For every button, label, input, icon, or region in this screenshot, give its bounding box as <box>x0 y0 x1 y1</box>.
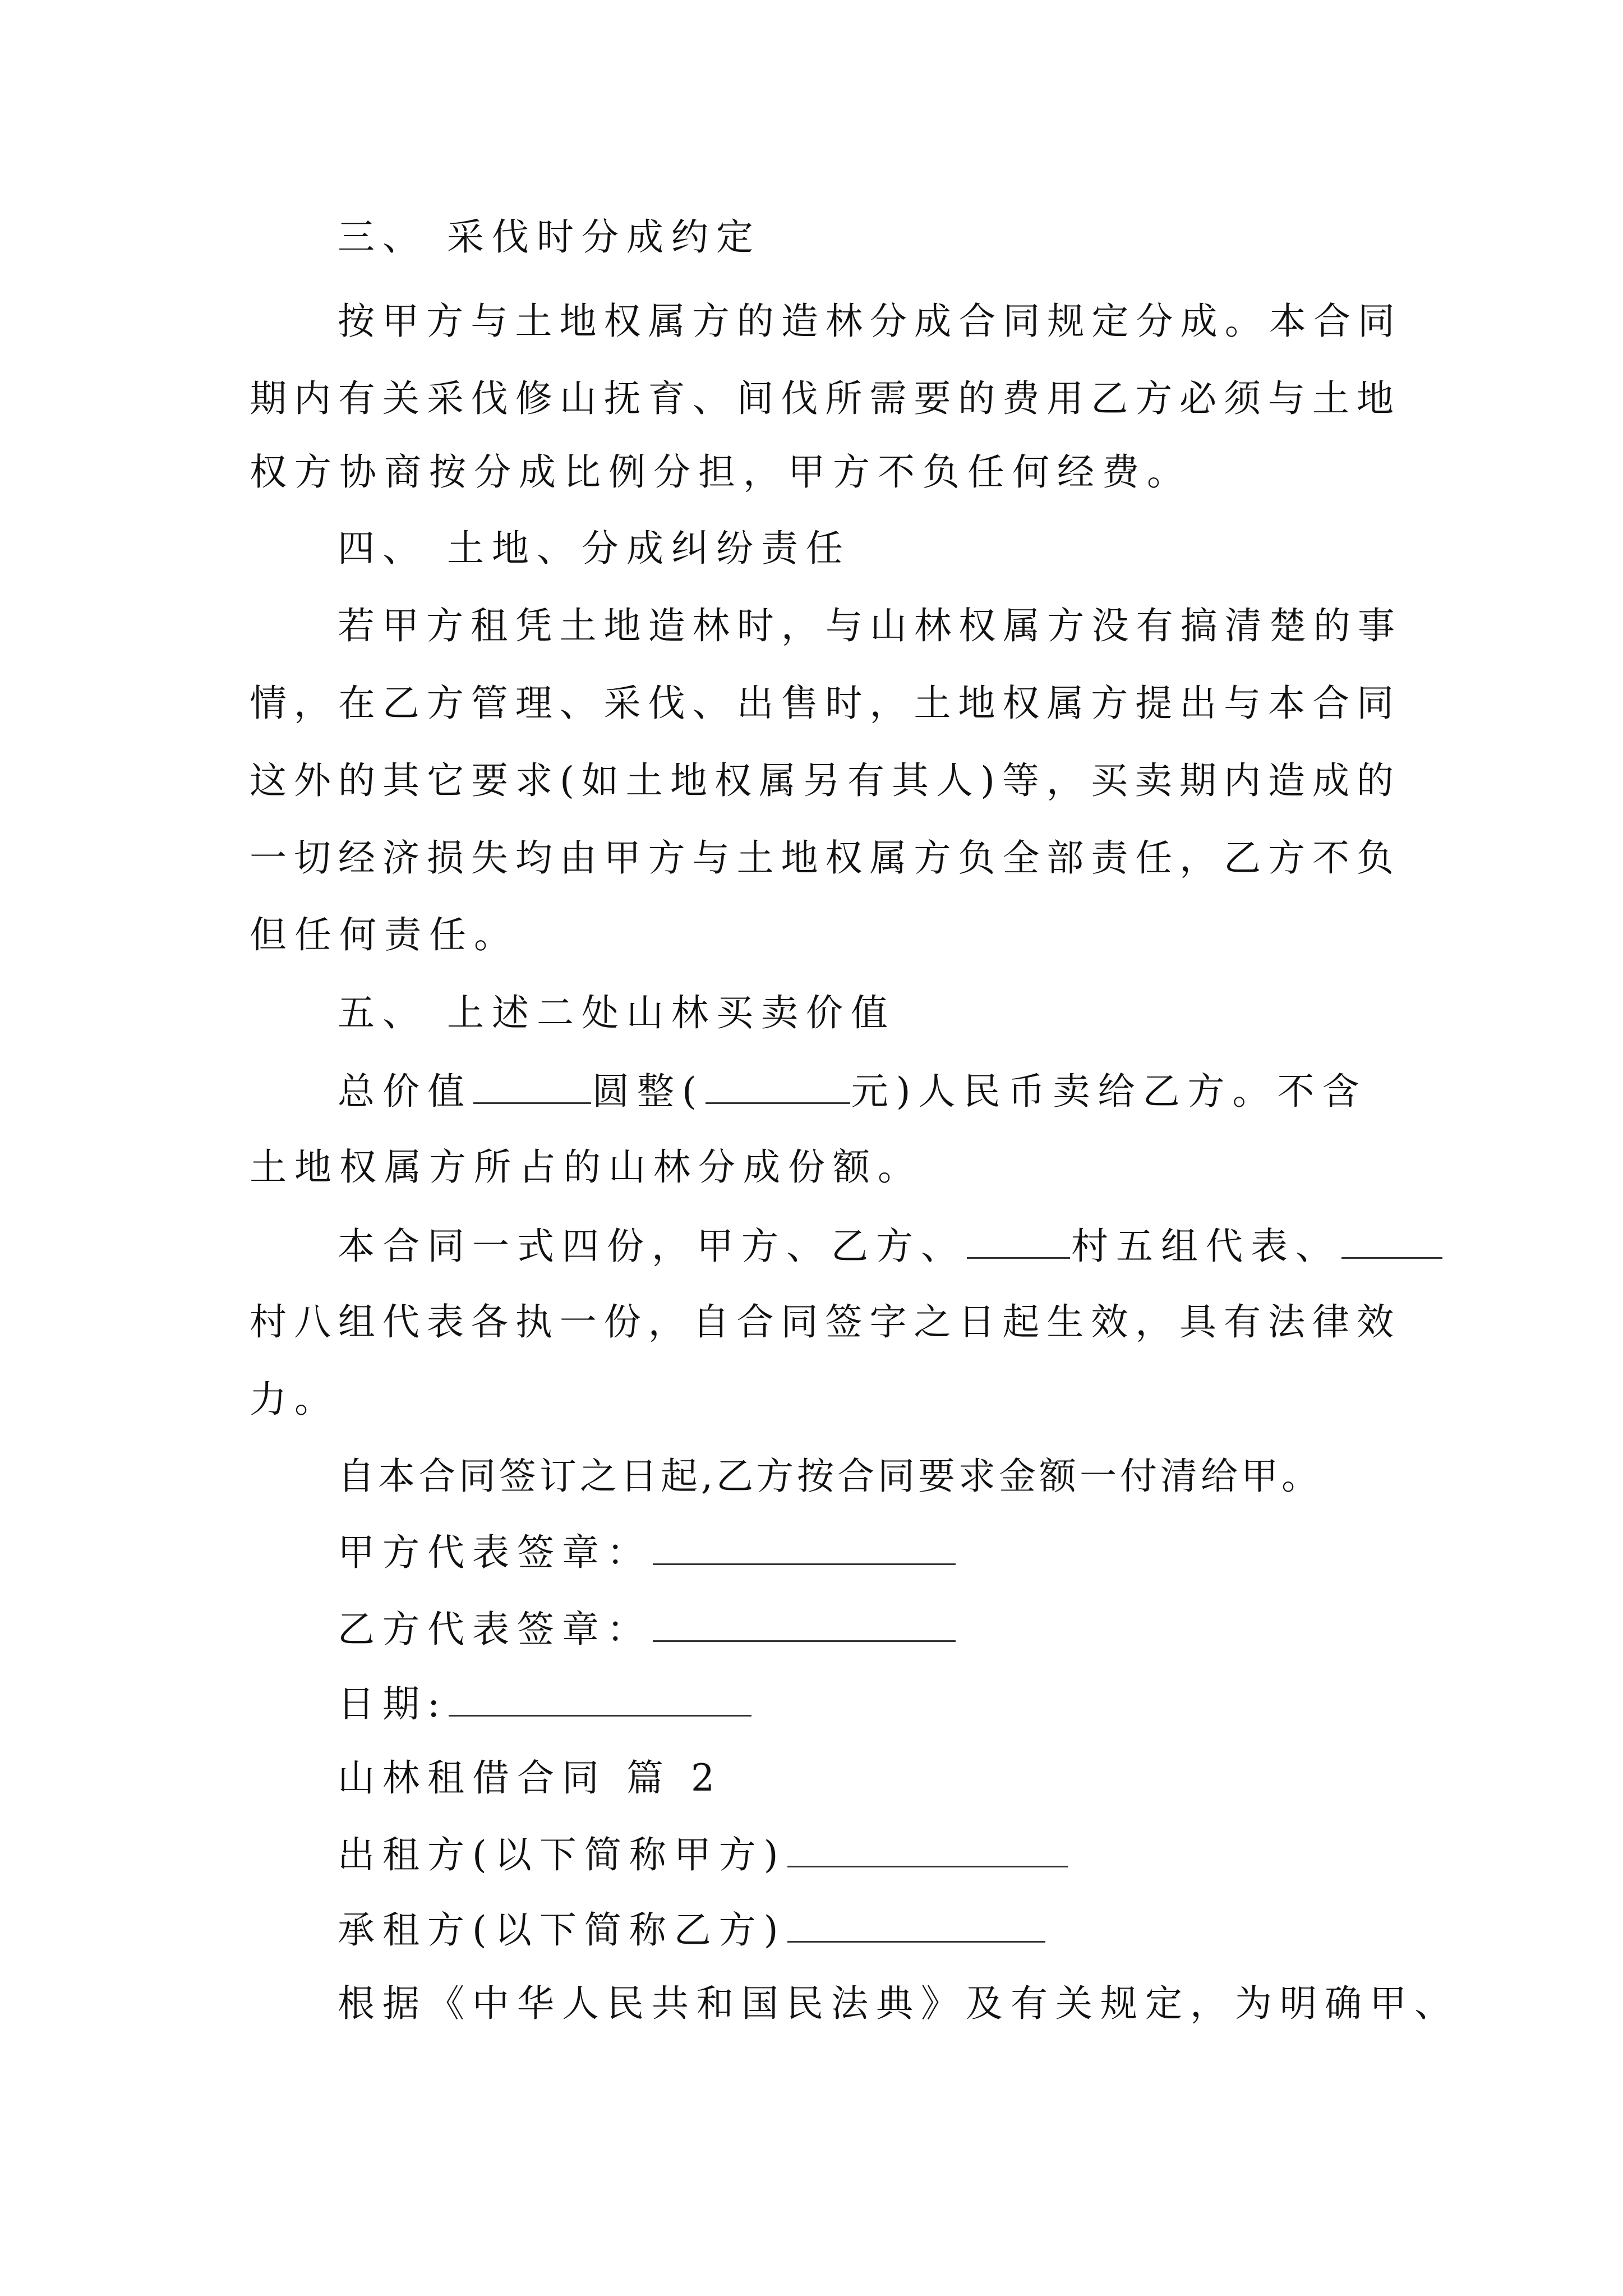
party-a-signature-label: 甲方代表签章： <box>338 1531 652 1574</box>
party-b-signature-blank[interactable] <box>653 1605 956 1642</box>
section-heading-5: 五、 上述二处山林买卖价值 <box>338 991 896 1034</box>
date-label: 日期: <box>338 1682 448 1726</box>
paragraph-line: 按甲方与土地权属方的造林分成合同规定分成。本合同 <box>338 300 1395 343</box>
total-value-line <box>338 1068 1367 1114</box>
paragraph-line: 期内有关采伐修山抚育、间伐所需要的费用乙方必须与土地 <box>250 377 1394 420</box>
section-title-2: 山林租借合同 篇 2 <box>338 1756 722 1800</box>
party-a-signature-blank[interactable] <box>653 1529 956 1565</box>
copies-line <box>338 1222 1444 1269</box>
copies-text-2: 村五组代表、 <box>1071 1225 1340 1268</box>
paragraph-line: 力。 <box>250 1378 339 1421</box>
date-line <box>338 1680 753 1727</box>
date-blank[interactable] <box>449 1680 751 1717</box>
lessor-blank[interactable] <box>787 1831 1068 1867</box>
lessor-label: 出租方(以下简称甲方) <box>338 1833 786 1876</box>
section-heading-3: 三、 采伐时分成约定 <box>338 215 761 259</box>
total-tail: 元)人民币卖给乙方。不含 <box>851 1070 1367 1113</box>
paragraph-line: 但任何责任。 <box>250 913 519 956</box>
copies-text: 本合同一式四份，甲方、乙方、 <box>338 1225 966 1268</box>
payment-line: 自本合同签订之日起,乙方按合同要求金额一付清给甲。 <box>338 1455 1322 1498</box>
paragraph-line: 一切经济损失均由甲方与土地权属方负全部责任，乙方不负 <box>250 836 1394 880</box>
party-b-signature-label: 乙方代表签章： <box>338 1608 652 1651</box>
lessee-label: 承租方(以下简称乙方) <box>338 1908 786 1952</box>
paragraph-line: 这外的其它要求(如土地权属另有其人)等，买卖期内造成的 <box>250 759 1394 802</box>
lessor-line <box>338 1831 1069 1878</box>
paragraph-line: 若甲方租凭土地造林时，与山林权属方没有搞清楚的事 <box>338 604 1395 647</box>
lessee-line <box>338 1906 1046 1953</box>
lessee-blank[interactable] <box>787 1906 1045 1943</box>
total-amount-blank[interactable] <box>706 1068 850 1104</box>
section-heading-4: 四、 土地、分成纠纷责任 <box>338 527 851 570</box>
paragraph-line: 情，在乙方管理、采伐、出售时，土地权属方提出与本合同 <box>250 682 1394 725</box>
basis-line: 根据《中华人民共和国民法典》及有关规定，为明确甲、 <box>338 1982 1459 2025</box>
party-a-signature-line <box>338 1529 957 1575</box>
paragraph-line: 权方协商按分成比例分担，甲方不负任何经费。 <box>250 450 1192 494</box>
party-b-signature-line <box>338 1605 957 1652</box>
total-mid: 圆整( <box>592 1070 704 1113</box>
paragraph-line: 土地权属方所占的山林分成份额。 <box>250 1145 923 1189</box>
village-a-blank[interactable] <box>967 1222 1070 1259</box>
total-value-blank[interactable] <box>473 1068 591 1104</box>
village-b-blank[interactable] <box>1341 1222 1442 1259</box>
total-label: 总价值 <box>338 1070 472 1113</box>
paragraph-line: 村八组代表各执一份，自合同签字之日起生效，具有法律效 <box>250 1300 1394 1343</box>
